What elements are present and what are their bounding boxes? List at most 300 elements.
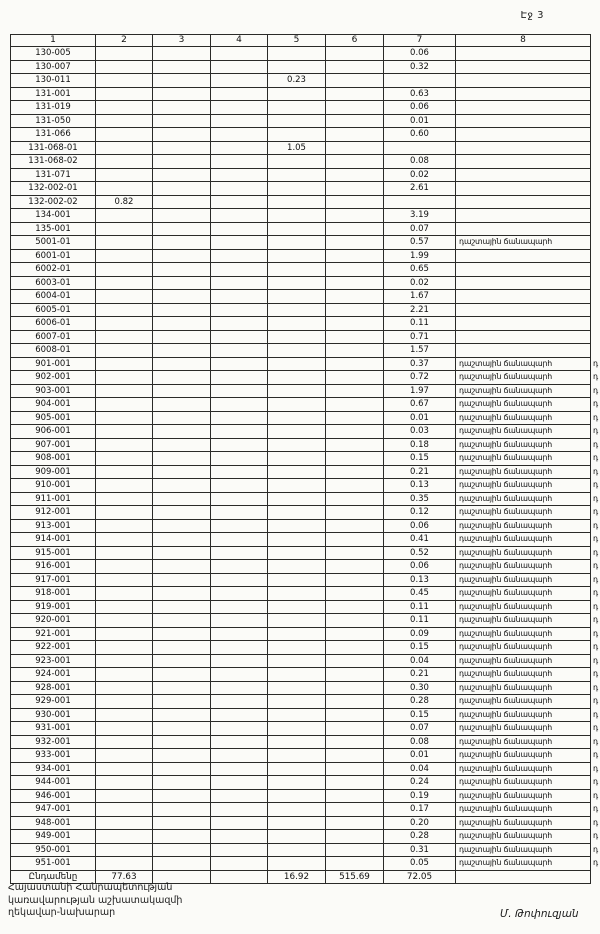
value-cell [96, 627, 153, 641]
value-cell [268, 762, 326, 776]
value-cell [326, 560, 384, 574]
value-cell [211, 870, 268, 884]
value-cell [268, 560, 326, 574]
edge-fragment: դ [593, 804, 599, 813]
total-label-cell: Ընդամենը [11, 870, 96, 884]
value-cell: 0.15 [384, 708, 456, 722]
value-cell: 0.52 [384, 546, 456, 560]
edge-fragment [591, 128, 600, 142]
remark-cell: դաշտային ճանապարհ [456, 411, 591, 425]
value-cell [96, 452, 153, 466]
value-cell [211, 357, 268, 371]
remark-cell: դաշտային ճանապարհ [456, 465, 591, 479]
code-cell: 916-001 [11, 560, 96, 574]
value-cell [268, 47, 326, 61]
value-cell: 515.69 [326, 870, 384, 884]
code-cell: 918-001 [11, 587, 96, 601]
remark-cell: դաշտային ճանապարհ [456, 762, 591, 776]
column-header: 2 [96, 35, 153, 47]
value-cell [268, 371, 326, 385]
value-cell [96, 776, 153, 790]
value-cell [96, 114, 153, 128]
table-row [11, 303, 600, 317]
edge-fragment: դ [593, 723, 599, 732]
value-cell [326, 614, 384, 628]
value-cell [211, 344, 268, 358]
edge-fragment: դ [593, 372, 599, 381]
edge-fragment: դ [593, 412, 599, 422]
remark-cell [456, 114, 591, 128]
value-cell: 0.32 [384, 60, 456, 74]
value-cell: 0.12 [384, 506, 456, 520]
value-cell [153, 195, 211, 209]
column-header: 7 [384, 35, 456, 47]
code-cell: 131-068-01 [11, 141, 96, 155]
code-cell: 919-001 [11, 600, 96, 614]
edge-fragment: դ [593, 439, 599, 449]
value-cell [326, 641, 384, 655]
value-cell [268, 263, 326, 277]
table-row [11, 344, 600, 358]
value-cell [268, 749, 326, 763]
table-row [11, 249, 600, 263]
value-cell [96, 128, 153, 142]
edge-fragment: դ [593, 480, 599, 489]
value-cell [96, 492, 153, 506]
value-cell [96, 438, 153, 452]
code-cell: 901-001 [11, 357, 96, 371]
value-cell [268, 357, 326, 371]
remark-cell: դաշտային ճանապարհ [456, 681, 591, 695]
edge-fragment: դ [593, 790, 599, 800]
table-row [11, 141, 600, 155]
value-cell [326, 101, 384, 115]
value-cell [326, 627, 384, 641]
value-cell [211, 654, 268, 668]
code-cell: 6002-01 [11, 263, 96, 277]
value-cell [326, 303, 384, 317]
value-cell [96, 533, 153, 547]
value-cell [211, 560, 268, 574]
value-cell: 0.07 [384, 222, 456, 236]
value-cell [326, 857, 384, 871]
value-cell [96, 357, 153, 371]
column-header: 4 [211, 35, 268, 47]
value-cell [153, 816, 211, 830]
value-cell [326, 803, 384, 817]
value-cell: 0.31 [384, 843, 456, 857]
value-cell [153, 843, 211, 857]
value-cell: 1.57 [384, 344, 456, 358]
remark-cell [456, 141, 591, 155]
code-cell: 5001-01 [11, 236, 96, 250]
value-cell [268, 384, 326, 398]
value-cell [211, 128, 268, 142]
value-cell [153, 276, 211, 290]
table-row [11, 438, 600, 452]
remark-cell: դաշտային ճանապարհ [456, 830, 591, 844]
value-cell [153, 101, 211, 115]
value-cell [153, 708, 211, 722]
value-cell [153, 668, 211, 682]
value-cell [268, 546, 326, 560]
remark-cell: դաշտային ճանապարհ [456, 668, 591, 682]
value-cell [96, 681, 153, 695]
code-cell: 907-001 [11, 438, 96, 452]
edge-fragment [591, 290, 600, 304]
remark-cell: դաշտային ճանապարհ [456, 519, 591, 533]
table-row [11, 668, 600, 682]
value-cell [211, 371, 268, 385]
value-cell [326, 681, 384, 695]
value-cell: 0.15 [384, 452, 456, 466]
value-cell [268, 290, 326, 304]
value-cell [268, 803, 326, 817]
value-cell [211, 195, 268, 209]
table-row [11, 87, 600, 101]
value-cell: 0.06 [384, 519, 456, 533]
value-cell [268, 519, 326, 533]
value-cell [268, 398, 326, 412]
table-row [11, 236, 600, 250]
value-cell [96, 330, 153, 344]
value-cell [153, 425, 211, 439]
value-cell [326, 263, 384, 277]
table-body [11, 47, 600, 884]
value-cell [326, 398, 384, 412]
value-cell: 77.63 [96, 870, 153, 884]
table-header-row [11, 35, 600, 47]
value-cell: 0.06 [384, 101, 456, 115]
table-row [11, 290, 600, 304]
value-cell: 0.21 [384, 465, 456, 479]
value-cell [96, 141, 153, 155]
value-cell [96, 303, 153, 317]
value-cell [96, 87, 153, 101]
code-cell: 6004-01 [11, 290, 96, 304]
code-cell: 913-001 [11, 519, 96, 533]
value-cell [211, 452, 268, 466]
value-cell [268, 330, 326, 344]
value-cell [153, 546, 211, 560]
value-cell [211, 47, 268, 61]
value-cell [326, 290, 384, 304]
edge-fragment: դ [593, 858, 599, 867]
value-cell [96, 384, 153, 398]
edge-fragment: դ [593, 385, 599, 395]
table-row [11, 398, 600, 412]
table-row [11, 330, 600, 344]
value-cell [211, 546, 268, 560]
value-cell: 0.01 [384, 114, 456, 128]
remark-cell [456, 344, 591, 358]
value-cell: 0.04 [384, 654, 456, 668]
edge-fragment [591, 114, 600, 128]
code-cell: 915-001 [11, 546, 96, 560]
footer-org-line: ղեկավար-նախարար [8, 907, 116, 918]
value-cell [326, 830, 384, 844]
code-cell: 130-005 [11, 47, 96, 61]
edge-fragment: դ [593, 561, 599, 570]
code-cell: 932-001 [11, 735, 96, 749]
value-cell: 0.19 [384, 789, 456, 803]
value-cell [326, 708, 384, 722]
edge-fragment: դ [593, 615, 599, 624]
value-cell [211, 506, 268, 520]
value-cell [211, 614, 268, 628]
edge-fragment [591, 870, 600, 884]
footer-org-line: Հայաստանի Հանրապետության [8, 882, 173, 893]
value-cell [153, 47, 211, 61]
code-cell: 948-001 [11, 816, 96, 830]
value-cell [96, 546, 153, 560]
value-cell [268, 438, 326, 452]
remark-cell: դաշտային ճանապարհ [456, 749, 591, 763]
value-cell [268, 722, 326, 736]
value-cell [326, 182, 384, 196]
value-cell [211, 398, 268, 412]
value-cell [326, 384, 384, 398]
remark-cell [456, 303, 591, 317]
value-cell [153, 303, 211, 317]
value-cell [153, 654, 211, 668]
value-cell: 0.15 [384, 641, 456, 655]
value-cell [96, 857, 153, 871]
value-cell [268, 492, 326, 506]
value-cell [211, 182, 268, 196]
remark-cell: դաշտային ճանապարհ [456, 789, 591, 803]
value-cell: 0.20 [384, 816, 456, 830]
value-cell: 0.03 [384, 425, 456, 439]
table-row [11, 411, 600, 425]
value-cell [326, 114, 384, 128]
value-cell: 0.18 [384, 438, 456, 452]
value-cell [326, 47, 384, 61]
value-cell [211, 411, 268, 425]
remark-cell [456, 290, 591, 304]
value-cell [153, 614, 211, 628]
value-cell [268, 776, 326, 790]
edge-fragment: դ [593, 682, 599, 692]
value-cell [211, 276, 268, 290]
value-cell: 0.37 [384, 357, 456, 371]
table-row [11, 627, 600, 641]
value-cell: 16.92 [268, 870, 326, 884]
value-cell [211, 236, 268, 250]
value-cell [96, 519, 153, 533]
edge-fragment: դ [593, 669, 599, 678]
edge-fragment: դ [593, 426, 599, 435]
value-cell [153, 398, 211, 412]
code-cell: 923-001 [11, 654, 96, 668]
table-row [11, 614, 600, 628]
value-cell: 0.02 [384, 276, 456, 290]
edge-fragment: դ [593, 628, 599, 638]
value-cell: 0.28 [384, 830, 456, 844]
code-cell: 931-001 [11, 722, 96, 736]
value-cell [326, 87, 384, 101]
edge-fragment: դ [593, 763, 599, 773]
code-cell: 930-001 [11, 708, 96, 722]
value-cell [96, 735, 153, 749]
value-cell [153, 465, 211, 479]
value-cell [96, 60, 153, 74]
value-cell [153, 695, 211, 709]
value-cell [268, 479, 326, 493]
edge-fragment: դ [593, 547, 599, 557]
value-cell [326, 749, 384, 763]
table-row [11, 195, 600, 209]
value-cell [153, 560, 211, 574]
value-cell [153, 681, 211, 695]
table-row [11, 465, 600, 479]
edge-fragment [591, 74, 600, 88]
edge-fragment [591, 60, 600, 74]
remark-cell [456, 263, 591, 277]
value-cell [326, 492, 384, 506]
edge-fragment [591, 222, 600, 236]
remark-cell [456, 128, 591, 142]
value-cell [96, 614, 153, 628]
value-cell [211, 303, 268, 317]
table-row [11, 789, 600, 803]
value-cell [268, 708, 326, 722]
value-cell [153, 722, 211, 736]
code-cell: 944-001 [11, 776, 96, 790]
remark-cell: դաշտային ճանապարհ [456, 492, 591, 506]
value-cell [268, 209, 326, 223]
remark-cell: դաշտային ճանապարհ [456, 560, 591, 574]
code-cell: 902-001 [11, 371, 96, 385]
value-cell [153, 749, 211, 763]
value-cell [211, 290, 268, 304]
value-cell [268, 128, 326, 142]
remark-cell [456, 87, 591, 101]
value-cell [211, 222, 268, 236]
edge-fragment [591, 317, 600, 331]
value-cell [326, 546, 384, 560]
value-cell [211, 843, 268, 857]
value-cell [153, 249, 211, 263]
value-cell: 0.08 [384, 735, 456, 749]
remark-cell [456, 222, 591, 236]
remark-cell [456, 276, 591, 290]
table-row [11, 209, 600, 223]
value-cell [153, 290, 211, 304]
edge-fragment: դ [593, 736, 599, 746]
value-cell: 0.35 [384, 492, 456, 506]
edge-fragment: դ [593, 507, 599, 516]
value-cell [96, 641, 153, 655]
table-row [11, 384, 600, 398]
value-cell [153, 168, 211, 182]
code-cell: 135-001 [11, 222, 96, 236]
value-cell [268, 735, 326, 749]
remark-cell: դաշտային ճանապարհ [456, 452, 591, 466]
value-cell: 72.05 [384, 870, 456, 884]
value-cell [326, 330, 384, 344]
edge-fragment: դ [593, 588, 599, 597]
code-cell: 906-001 [11, 425, 96, 439]
remark-cell [456, 168, 591, 182]
value-cell: 0.72 [384, 371, 456, 385]
value-cell [96, 371, 153, 385]
value-cell [211, 533, 268, 547]
code-cell: 924-001 [11, 668, 96, 682]
value-cell [153, 357, 211, 371]
value-cell [326, 735, 384, 749]
code-cell: 910-001 [11, 479, 96, 493]
table-row [11, 452, 600, 466]
remark-cell: դաշտային ճանապարհ [456, 506, 591, 520]
value-cell [96, 344, 153, 358]
code-cell: 914-001 [11, 533, 96, 547]
value-cell [211, 384, 268, 398]
table-row [11, 425, 600, 439]
value-cell [153, 803, 211, 817]
value-cell [211, 87, 268, 101]
code-cell: 933-001 [11, 749, 96, 763]
value-cell: 0.71 [384, 330, 456, 344]
table-row [11, 128, 600, 142]
value-cell [268, 641, 326, 655]
value-cell [96, 411, 153, 425]
value-cell: 3.19 [384, 209, 456, 223]
remark-cell: դաշտային ճանապարհ [456, 587, 591, 601]
table-row [11, 114, 600, 128]
remark-cell: դաշտային ճանապարհ [456, 708, 591, 722]
table-row [11, 749, 600, 763]
code-cell: 949-001 [11, 830, 96, 844]
value-cell [211, 641, 268, 655]
value-cell [96, 600, 153, 614]
edge-fragment [591, 101, 600, 115]
value-cell [153, 141, 211, 155]
code-cell: 934-001 [11, 762, 96, 776]
value-cell [268, 87, 326, 101]
column-header: 1 [11, 35, 96, 47]
value-cell [211, 708, 268, 722]
value-cell [326, 600, 384, 614]
remark-cell [456, 249, 591, 263]
value-cell [211, 101, 268, 115]
value-cell: 0.05 [384, 857, 456, 871]
remark-cell [456, 317, 591, 331]
remark-cell: դաշտային ճանապարհ [456, 357, 591, 371]
value-cell [326, 533, 384, 547]
code-cell: 928-001 [11, 681, 96, 695]
value-cell [326, 425, 384, 439]
value-cell: 0.63 [384, 87, 456, 101]
value-cell: 0.21 [384, 668, 456, 682]
value-cell [153, 533, 211, 547]
code-cell: 917-001 [11, 573, 96, 587]
column-header: 6 [326, 35, 384, 47]
column-header: 3 [153, 35, 211, 47]
value-cell [211, 776, 268, 790]
value-cell [96, 236, 153, 250]
value-cell [326, 654, 384, 668]
value-cell [153, 87, 211, 101]
edge-fragment [591, 141, 600, 155]
edge-fragment: դ [593, 601, 599, 611]
value-cell [326, 209, 384, 223]
value-cell: 0.13 [384, 573, 456, 587]
code-cell: 131-050 [11, 114, 96, 128]
value-cell [153, 830, 211, 844]
value-cell [153, 384, 211, 398]
remark-cell [456, 182, 591, 196]
